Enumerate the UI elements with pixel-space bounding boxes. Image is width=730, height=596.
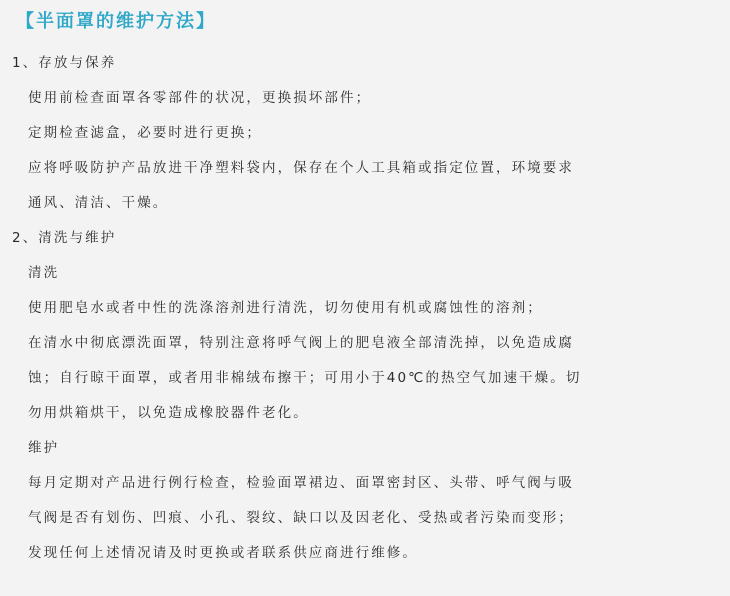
cleaning-line-1: 使用肥皂水或者中性的洗涤溶剂进行清洗，切勿使用有机或腐蚀性的溶剂； xyxy=(28,300,543,316)
cleaning-line-3: 蚀；自行晾干面罩，或者用非棉绒布擦干；可用小于40℃的热空气加速干燥。切 xyxy=(28,370,582,386)
section-heading-storage: 1、存放与保养 xyxy=(12,55,117,71)
subheading-maintenance: 维护 xyxy=(28,440,60,456)
maintenance-line-1: 每月定期对产品进行例行检查，检验面罩裙边、面罩密封区、头带、呼气阀与吸 xyxy=(28,475,574,491)
storage-line-3: 应将呼吸防护产品放进干净塑料袋内，保存在个人工具箱或指定位置，环境要求 xyxy=(28,160,574,176)
maintenance-line-3: 发现任何上述情况请及时更换或者联系供应商进行维修。 xyxy=(28,545,418,561)
maintenance-line-2: 气阀是否有划伤、凹痕、小孔、裂纹、缺口以及因老化、受热或者污染而变形； xyxy=(28,510,574,526)
document-title: 【半面罩的维护方法】 xyxy=(16,11,216,32)
section-heading-cleaning: 2、清洗与维护 xyxy=(12,230,117,246)
cleaning-line-4: 勿用烘箱烘干，以免造成橡胶器件老化。 xyxy=(28,405,309,421)
storage-line-1: 使用前检查面罩各零部件的状况，更换损坏部件； xyxy=(28,90,372,106)
cleaning-line-2: 在清水中彻底漂洗面罩，特别注意将呼气阀上的肥皂液全部清洗掉，以免造成腐 xyxy=(28,335,574,351)
subheading-cleaning: 清洗 xyxy=(28,265,60,281)
storage-line-4: 通风、清洁、干燥。 xyxy=(28,195,169,211)
storage-line-2: 定期检查滤盒，必要时进行更换； xyxy=(28,125,262,141)
